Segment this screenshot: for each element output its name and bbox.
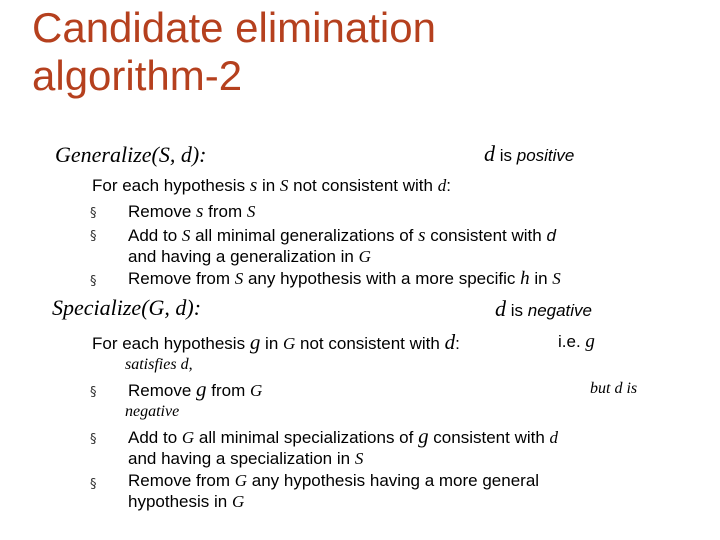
var-S: S [279,176,289,195]
bullet-text: Remove from [128,471,235,490]
bullet-text: any hypothesis with a more specific [243,269,521,288]
bullet-icon: § [90,477,97,492]
var-G: G [249,381,263,400]
var-g: g [418,424,429,448]
specialize-bullet-3 [128,470,539,492]
title-line-1: Candidate elimination [32,4,436,51]
generalize-bullet-3 [128,268,561,290]
bullet-text: and having a specialization in [128,449,355,468]
specialize-heading: Specialize(G, d): [52,295,202,320]
var-G: G [181,428,195,447]
slide-title [32,4,632,100]
specialize-bullet-2-line-2 [128,448,363,470]
side-note-ie [558,331,595,353]
intro-text: not consistent with [288,176,438,195]
side-note-negative: negative [125,403,180,420]
bullet-text: and having a generalization in [128,247,359,266]
condition-text: is [495,146,517,165]
bullet-text: in [529,269,553,288]
condition-var: d [495,296,506,321]
var-S: S [234,269,244,288]
var-d: d [444,330,456,354]
generalize-bullet-1 [128,201,255,223]
var-S: S [181,226,191,245]
specialize-bullet-1 [128,378,262,402]
var-S: S [246,202,256,221]
bullet-text: Remove from [128,269,235,288]
bullet-text: all minimal generalizations of [190,226,419,245]
bullet-text: any hypothesis having a more general [247,471,540,490]
var-S: S [354,449,364,468]
bullet-icon: § [90,206,97,221]
generalize-bullet-2 [128,225,556,247]
bullet-text: consistent with [428,428,550,447]
var-g: g [249,330,261,354]
bullet-text: hypothesis in [128,492,232,511]
generalize-bullet-2-line-2 [128,246,371,268]
var-G: G [283,334,296,353]
var-S: S [552,269,561,288]
bullet-icon: § [90,229,97,244]
var-d: d [549,428,559,447]
bullet-icon: § [90,274,97,289]
bullet-text: Add to [128,428,182,447]
condition-word: positive [516,146,575,165]
intro-text: : [455,334,460,353]
side-note-satisfies: satisfies d, [125,356,193,373]
condition-text: is [506,301,528,320]
var-h: h [520,268,530,289]
bullet-text: all minimal specializations of [194,428,419,447]
var-s: s [249,175,258,196]
generalize-intro [92,175,451,197]
bullet-text: Add to [128,226,182,245]
condition-var: d [484,141,495,166]
bullet-text: Remove [128,202,197,221]
var-G: G [234,471,248,490]
side-note-but-d-is: but d is [590,380,638,397]
var-g: g [585,331,595,352]
var-s: s [418,225,426,246]
generalize-condition [484,141,574,167]
var-g: g [196,377,207,401]
var-d: d [546,226,556,245]
specialize-bullet-3-line-2 [128,491,244,513]
intro-text: in [257,176,280,195]
side-note-text: i.e. [558,332,586,351]
intro-text: For each hypothesis [92,176,250,195]
specialize-bullet-2 [128,425,558,449]
generalize-heading: Generalize(S, d): [55,142,207,167]
bullet-text: Remove [128,381,197,400]
var-G: G [358,247,371,266]
intro-text: For each hypothesis [92,334,250,353]
condition-word: negative [527,301,593,320]
intro-text: : [446,176,451,195]
var-s: s [196,201,204,222]
intro-text: not consistent with [295,334,445,353]
specialize-intro [92,331,460,355]
bullet-icon: § [90,385,97,400]
var-d: d [437,176,447,195]
title-line-2: algorithm-2 [32,52,243,99]
bullet-text: from [203,202,247,221]
intro-text: in [260,334,283,353]
var-G: G [231,492,245,511]
bullet-text: from [206,381,250,400]
bullet-icon: § [90,432,97,447]
bullet-text: consistent with [425,226,547,245]
specialize-condition [495,296,592,322]
